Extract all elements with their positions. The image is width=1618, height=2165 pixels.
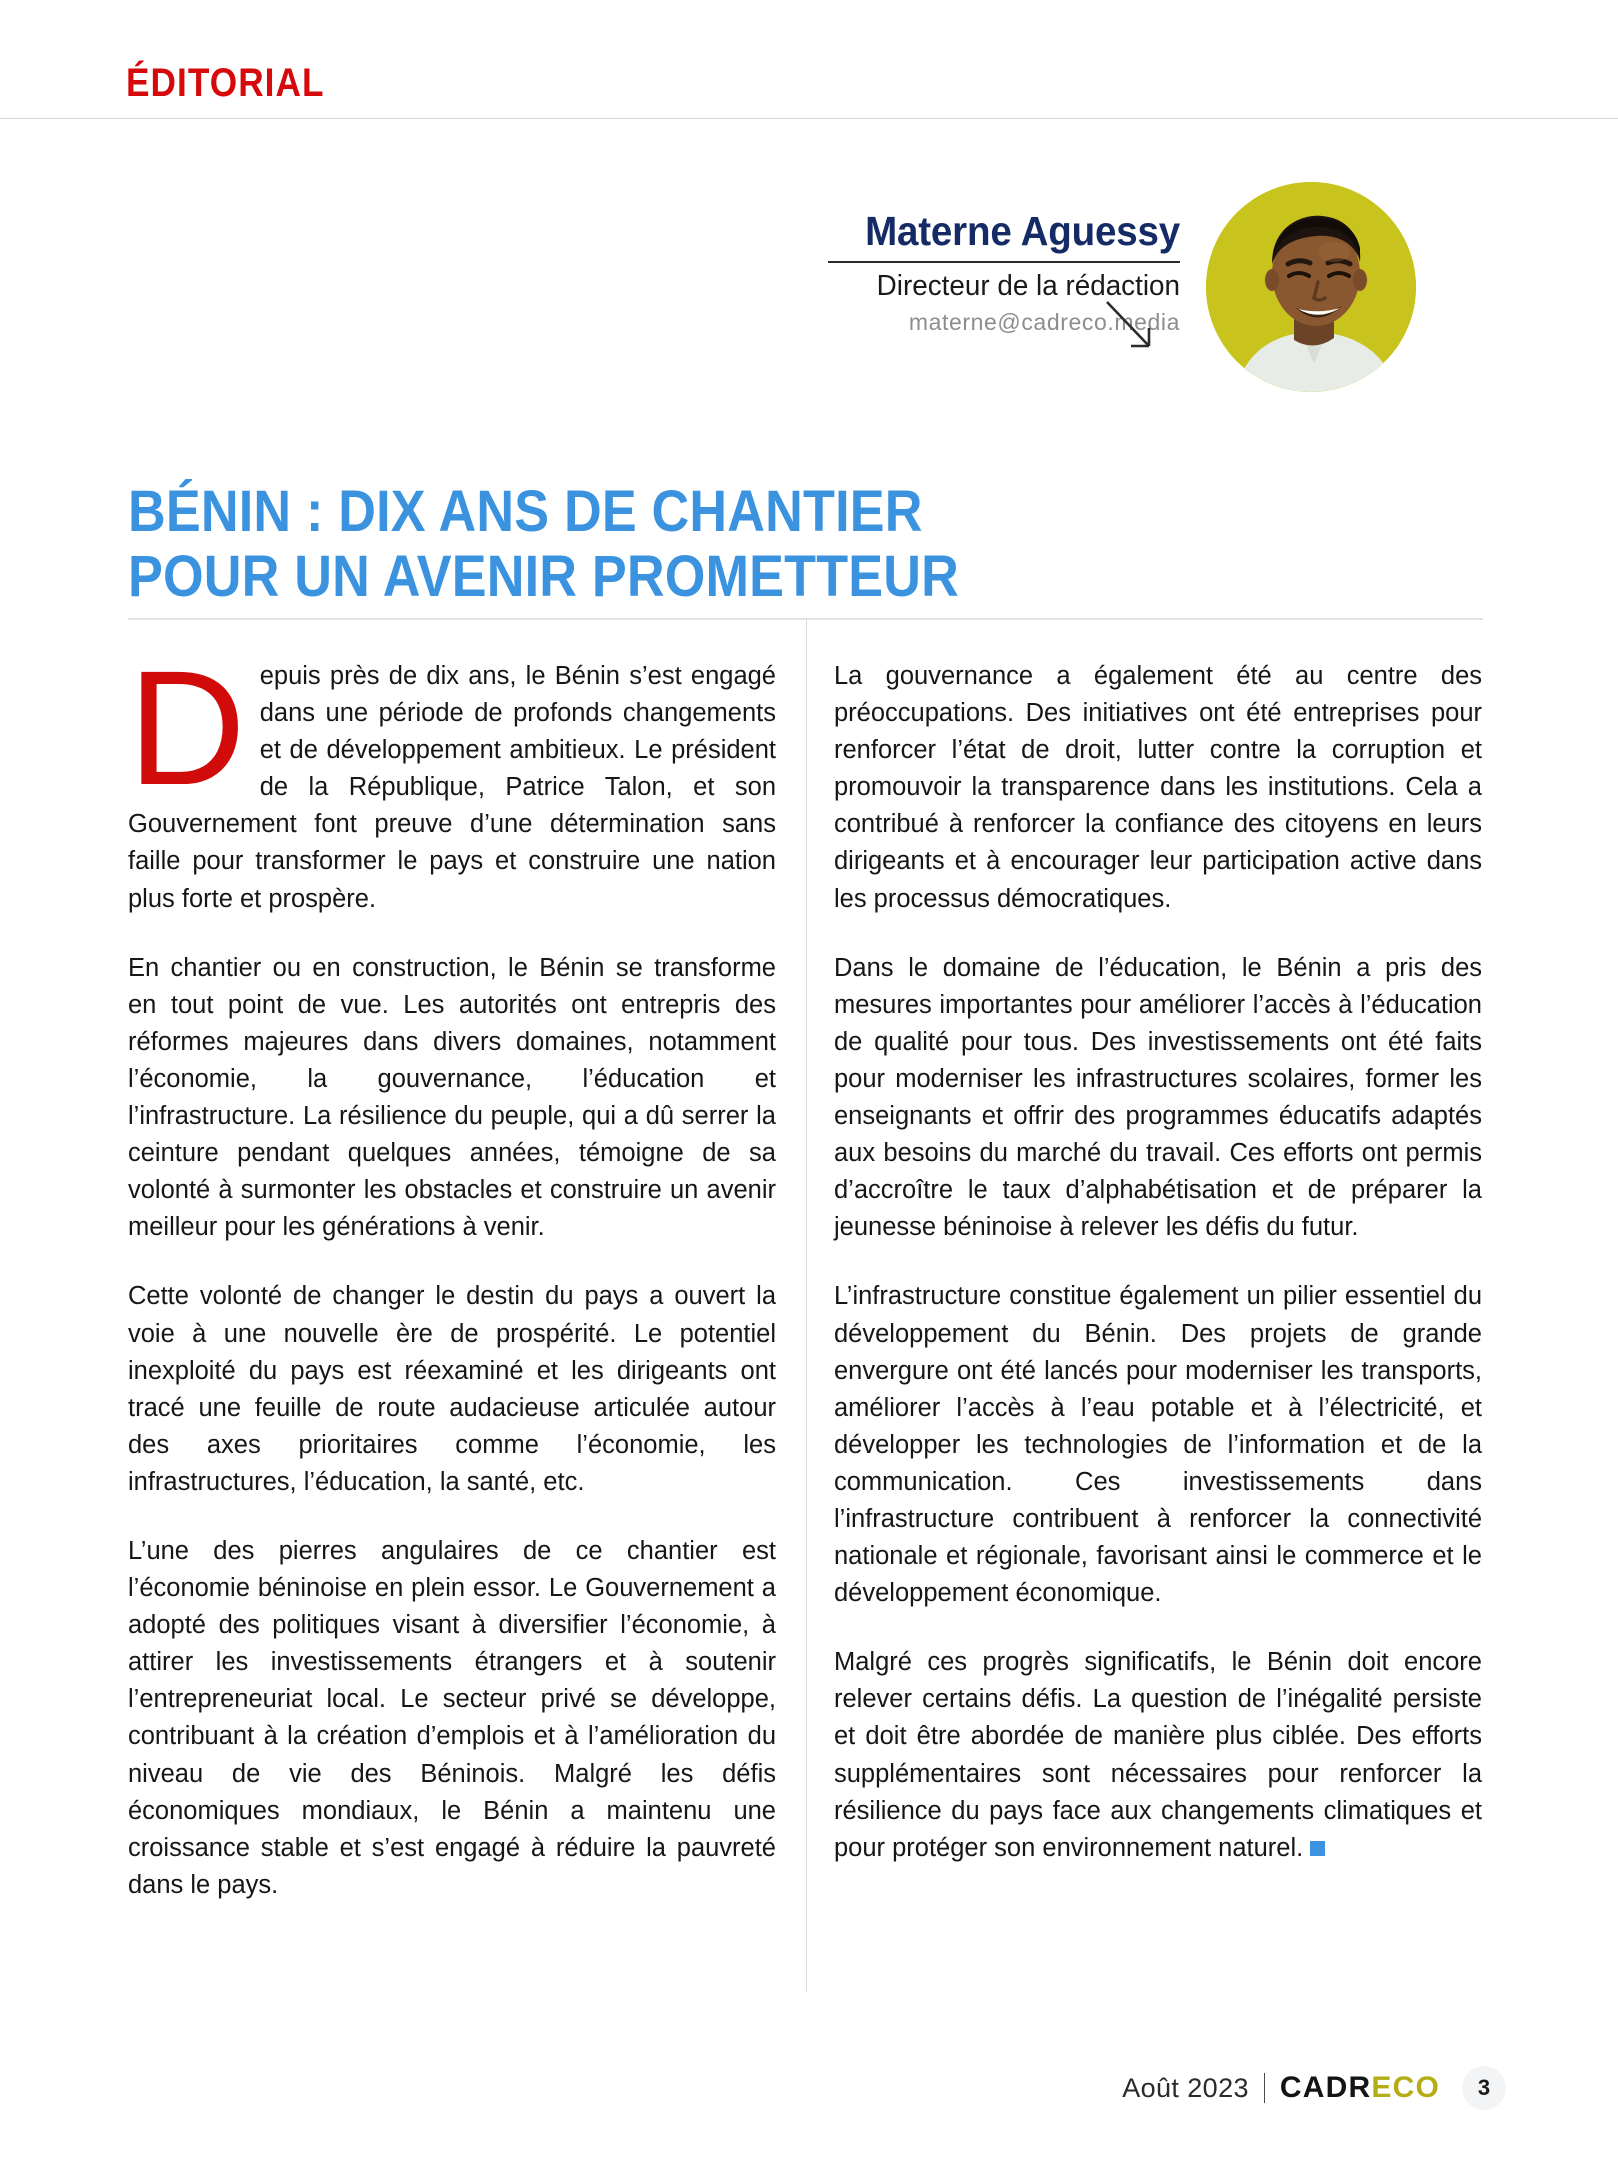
page-number-badge — [1462, 2066, 1506, 2110]
paragraph: Dans le domaine de l’éducation, le Bénin a pris des mesures importantes pour améliorer l’accès à l’éducation de qualité pour tous. Des investissements ont été faits pour moderniser les infrastructures scolaires, former les enseignants et offrir des programmes éducatifs adaptés aux besoins du marché du travail. Ces efforts ont permis d’accroître le taux d’alphabétisation et de préparer la jeunesse béninoise à relever les défis du futur. — [834, 953, 1482, 1242]
paragraph: L’infrastructure constitue également un pilier essentiel du développement du Bénin. Des projets de grande envergure ont été lancés pour moderniser les transports, améliorer l’accès à l’eau potable et à l’électricité, et développer les technologies de l’information et de la communication. Ces investissements dans l’infrastructure contribuent à renforcer la connectivité nationale et régionale, favorisant ainsi le commerce et le développement économique. — [834, 1282, 1482, 1608]
end-mark — [1310, 1841, 1325, 1856]
section-header — [0, 0, 1618, 118]
drop-cap: D — [128, 636, 246, 819]
headline-line-1: BÉNIN : DIX ANS DE CHANTIER — [128, 478, 923, 544]
page-footer — [0, 2055, 1618, 2121]
paragraph: Cette volonté de changer le destin du pays a ouvert la voie à une nouvelle ère de prospérité. Le potentiel inexploité du pays est réexaminé et les dirigeants ont tracé une feuille de route audacieuse articulée autour des axes prioritaires comme l’économie, les infrastructures, l’éducation, la santé, etc. — [128, 1282, 776, 1496]
footer-date: Août 2023 — [1122, 2072, 1249, 2103]
paragraph: L’une des pierres angulaires de ce chantier est l’économie béninoise en plein essor. Le Gouvernement a adopté des politiques visant à diversifier l’économie, à attirer les investissements étrangers et à soutenir l’entrepreneuriat local. Le secteur privé se développe, contribuant à la création d’emplois et à l’amélioration du niveau de vie des Béninois. Malgré les défis économiques mondiaux, le Bénin a maintenu une croissance stable et s’est engagé à réduire la pauvreté dans le pays. — [128, 1536, 776, 1899]
header-divider — [0, 118, 1618, 119]
arrow-down-right-icon — [1105, 292, 1185, 372]
footer-separator — [1264, 2073, 1265, 2103]
author-role: Directeur de la rédaction — [876, 270, 1180, 303]
paragraph: La gouvernance a également été au centre des préoccupations. Des initiatives ont été entreprises pour renforcer l’état de droit, lutter contre la corruption et promouvoir la transparence dans les institutions. Cela a contribué à renforcer la confiance des citoyens en leurs dirigeants et à encourager leur participation active dans les processus démocratiques. — [834, 662, 1482, 913]
paragraph: En chantier ou en construction, le Bénin se transforme en tout point de vue. Les autorités ont entrepris des réformes majeures dans divers domaines, notamment l’économie, la gouvernance, l’éducation et l’infrastructure. La résilience du peuple, qui a dû serrer la ceinture pendant quelques années, témoigne de sa volonté à surmonter les obstacles et construire un avenir meilleur pour les générations à venir. — [128, 953, 776, 1242]
page-number: 3 — [1477, 2075, 1491, 2100]
section-kicker: ÉDITORIAL — [126, 61, 325, 105]
brand-part-1: CADR — [1279, 2071, 1372, 2104]
footer-brand — [1280, 2071, 1440, 2105]
left-column — [128, 636, 776, 1904]
author-name: Materne Aguessy — [865, 208, 1180, 254]
paragraph-last — [834, 1644, 1482, 1867]
paragraph — [128, 636, 776, 918]
paragraph-text: Malgré ces progrès significatifs, le Bénin doit encore relever certains défis. La question de l’inégalité persiste et doit être abordée de manière plus ciblée. Des efforts supplémentaires sont nécessaires pour renforcer la résilience du pays face aux changements climatiques et pour protéger son environnement naturel. — [834, 1648, 1482, 1862]
paragraph-text: epuis près de dix ans, le Bénin s’est engagé dans une période de profonds changements et de développement ambitieux. Le président de la République, Patrice Talon, et son Gouvernement font preuve d’une détermination sans faille pour transformer le pays et construire une nation plus forte et prospère. — [128, 662, 776, 913]
headline-line-2: POUR UN AVENIR PROMETTEUR — [128, 544, 960, 610]
author-underline — [828, 261, 1180, 263]
brand-part-2: ECO — [1371, 2071, 1440, 2104]
right-column — [834, 658, 1482, 1904]
author-portrait-avatar — [1206, 182, 1416, 392]
article-body — [128, 636, 1483, 1904]
article-headline — [128, 479, 1208, 610]
author-email: materne@cadreco.media — [908, 308, 1180, 335]
